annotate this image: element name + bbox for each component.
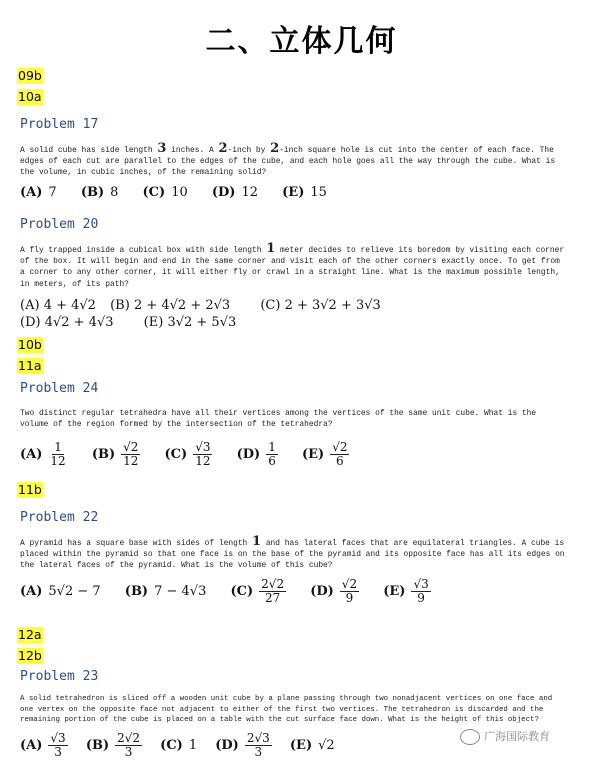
option-a: (A) 4 + 4√2 — [20, 298, 96, 313]
problem-20-text: A fly trapped inside a cubical box with side length 1 meter decides to relieve its boredom by visiting each corner of the box. It will begin and end in the same corner and visit each of the other corners exactly once. To get from a corner to any other corner, it will either fly or crawl in a straight line. What is the maximum possible length, in meters, of its path? — [20, 241, 565, 289]
problem-22-heading: Problem 22 — [20, 510, 99, 525]
option-a: (A) 7 — [20, 185, 57, 200]
option-c: (C) 2 + 3√2 + 3√3 — [260, 298, 381, 313]
option-e: (E) $\frac{√2}{6}$ — [301, 440, 348, 468]
option-d: (D) 4√2 + 4√3 — [20, 315, 114, 330]
tag-12b: 12b — [18, 648, 42, 663]
option-a: (A) 5√2 − 7 — [20, 584, 101, 599]
option-d: (D) $\frac{1}{6}$ — [236, 440, 276, 468]
option-a: (A) $\frac{1}{12}$ — [20, 440, 66, 468]
option-c: (C) $\frac{√3}{12}$ — [164, 440, 211, 468]
problem-17-text: A solid cube has side length 3 inches. A 2-inch by 2-inch square hole is cut into the center of each face. The edges of each cut are parallel to the edges of the cube, and each hole goes all the way through the cube. What is the volume, in cubic inches, of the remaining solid? — [20, 141, 556, 178]
tag-10a: 10a — [18, 89, 42, 104]
option-c: (C) $\frac{2√2}{27}$ — [230, 577, 285, 605]
problem-22-options — [20, 578, 451, 605]
page-title: 二、立体几何 — [205, 24, 398, 59]
watermark: 广海国际教育 — [460, 728, 550, 745]
option-e: (E) 15 — [282, 185, 327, 200]
problem-20-options-row2 — [20, 315, 256, 330]
option-b: (B) 7 − 4√3 — [124, 584, 207, 599]
option-a: (A) $\frac{√3}{3}$ — [20, 731, 66, 759]
problem-17-options — [20, 185, 347, 200]
tag-12a: 12a — [18, 627, 42, 642]
option-b: (B) $\frac{2√2}{3}$ — [85, 731, 141, 759]
problem-20-heading: Problem 20 — [20, 217, 99, 232]
problem-23-options — [20, 732, 355, 759]
problem-24-text: Two distinct regular tetrahedra have all their vertices among the vertices of the same unit cube. What is the volume of the region formed by the intersection of the tetrahedra? — [20, 409, 537, 430]
option-e: (E) √2 — [289, 738, 335, 753]
option-c: (C) 1 — [160, 738, 198, 753]
option-d: (D) $\frac{2√3}{3}$ — [215, 731, 270, 759]
tag-09b: 09b — [18, 68, 42, 83]
option-b: (B) 2 + 4√2 + 2√3 — [110, 298, 231, 313]
problem-24-options — [20, 441, 369, 468]
problem-22-text: A pyramid has a square base with sides of length 1 and has lateral faces that are equilateral triangles. A cube is placed within the pyramid so that one face is on the base of the pyramid and its opposite face has all its edges on the lateral faces of the pyramid. What is the volume of this cube? — [20, 534, 565, 571]
option-b: (B) $\frac{√2}{12}$ — [91, 440, 139, 468]
tag-11a: 11a — [18, 358, 42, 373]
problem-23-text: A solid tetrahedron is sliced off a wooden unit cube by a plane passing through two nonadjacent vertices on one face and one vertex on the opposite face not adjacent to either of the first two vertices. The tetrahedron is discarded and the remaining portion of the cube is placed on a table with the cut surface face down. What is the height of this object? — [20, 695, 553, 725]
problem-17-heading: Problem 17 — [20, 117, 99, 132]
option-d: (D) $\frac{√2}{9}$ — [310, 577, 358, 605]
problem-24-heading: Problem 24 — [20, 381, 99, 396]
option-c: (C) 10 — [142, 185, 188, 200]
problem-23-heading: Problem 23 — [20, 669, 99, 684]
option-e: (E) 3√2 + 5√3 — [143, 315, 237, 330]
problem-20-options-row1 — [20, 298, 401, 313]
option-d: (D) 12 — [211, 185, 258, 200]
chat-icon — [460, 729, 480, 745]
tag-10b: 10b — [18, 337, 42, 352]
tag-11b: 11b — [18, 482, 42, 497]
option-b: (B) 8 — [80, 185, 119, 200]
option-e: (E) $\frac{√3}{9}$ — [383, 577, 429, 605]
